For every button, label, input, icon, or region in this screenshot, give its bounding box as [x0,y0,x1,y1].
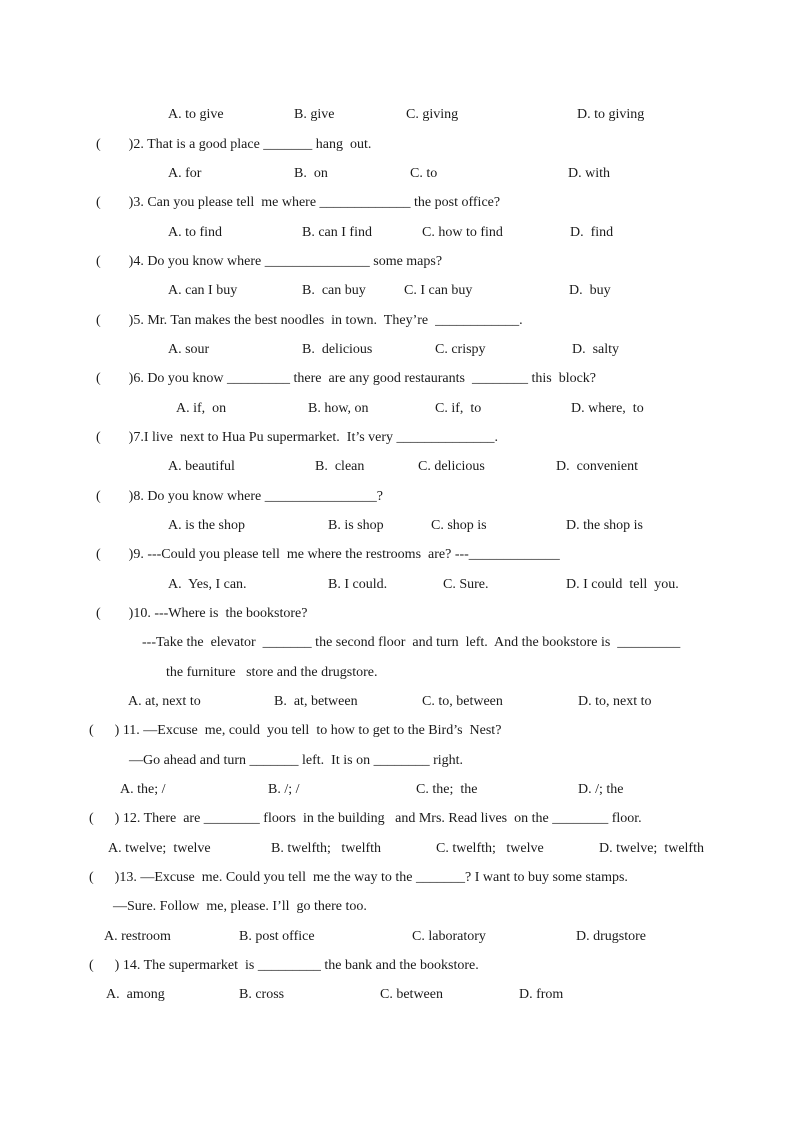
q11-option-d[interactable]: D. /; the [578,782,624,797]
q12-option-a[interactable]: A. twelve; twelve [108,841,211,856]
q4-stem: ( )4. Do you know where _______________ some maps? [96,254,443,269]
q12-stem: ( ) 12. There are ________ floors in the building and Mrs. Read lives on the ________ floor. [89,811,642,826]
q13-stem: ( )13. —Excuse me. Could you tell me the way to the _______? I want to buy some stamps. [89,870,628,885]
q14-option-a[interactable]: A. among [106,987,165,1002]
q3-stem: ( )3. Can you please tell me where _____________ the post office? [96,195,501,210]
q9-option-c[interactable]: C. Sure. [443,577,489,592]
q3-option-a[interactable]: A. to find [168,225,223,240]
q4-option-a[interactable]: A. can I buy [168,283,238,298]
q7-option-d[interactable]: D. convenient [556,459,639,474]
q2-option-b[interactable]: B. on [294,166,328,181]
q5-option-a[interactable]: A. sour [168,342,210,357]
q6-stem: ( )6. Do you know _________ there are any good restaurants ________ this block? [96,371,597,386]
q6-option-b[interactable]: B. how, on [308,401,369,416]
q11-option-c[interactable]: C. the; the [416,782,478,797]
q2-stem: ( )2. That is a good place _______ hang out. [96,137,372,152]
q8-option-b[interactable]: B. is shop [328,518,384,533]
q13-option-c[interactable]: C. laboratory [412,929,486,944]
q8-option-c[interactable]: C. shop is [431,518,487,533]
q11-stem: ( ) 11. —Excuse me, could you tell to how to get to the Bird’s Nest? [89,723,502,738]
q5-option-b[interactable]: B. delicious [302,342,373,357]
q4-option-c[interactable]: C. I can buy [404,283,473,298]
q1-option-a[interactable]: A. to give [168,107,224,122]
q2-option-c[interactable]: C. to [410,166,438,181]
q12-option-d[interactable]: D. twelve; twelfth [599,841,704,856]
q10-dialogue-continuation: the furniture store and the drugstore. [166,665,378,680]
q5-option-d[interactable]: D. salty [572,342,620,357]
q9-option-d[interactable]: D. I could tell you. [566,577,679,592]
q11-dialogue-line: —Go ahead and turn _______ left. It is on ________ right. [129,753,464,768]
q1-option-c[interactable]: C. giving [406,107,459,122]
q10-stem: ( )10. ---Where is the bookstore? [96,606,308,621]
q8-option-a[interactable]: A. is the shop [168,518,245,533]
q14-option-b[interactable]: B. cross [239,987,285,1002]
q12-option-c[interactable]: C. twelfth; twelve [436,841,544,856]
q11-option-a[interactable]: A. the; / [120,782,166,797]
q7-option-b[interactable]: B. clean [315,459,365,474]
q5-stem: ( )5. Mr. Tan makes the best noodles in town. They’re ____________. [96,313,523,328]
q8-option-d[interactable]: D. the shop is [566,518,643,533]
q10-option-a[interactable]: A. at, next to [128,694,201,709]
q13-option-d[interactable]: D. drugstore [576,929,646,944]
q3-option-d[interactable]: D. find [570,225,614,240]
q11-option-b[interactable]: B. /; / [268,782,300,797]
q7-option-c[interactable]: C. delicious [418,459,485,474]
q12-option-b[interactable]: B. twelfth; twelfth [271,841,382,856]
q1-option-b[interactable]: B. give [294,107,335,122]
q3-option-b[interactable]: B. can I find [302,225,372,240]
q1-option-d[interactable]: D. to giving [577,107,645,122]
q10-option-c[interactable]: C. to, between [422,694,503,709]
q13-dialogue-line: —Sure. Follow me, please. I’ll go there too. [113,899,367,914]
q8-stem: ( )8. Do you know where ________________? [96,489,383,504]
q14-option-d[interactable]: D. from [519,987,564,1002]
q9-option-a[interactable]: A. Yes, I can. [168,577,247,592]
q14-option-c[interactable]: C. between [380,987,443,1002]
q10-dialogue-line: ---Take the elevator _______ the second floor and turn left. And the bookstore is _________ [142,635,681,650]
q10-option-d[interactable]: D. to, next to [578,694,652,709]
q7-option-a[interactable]: A. beautiful [168,459,235,474]
q7-stem: ( )7.I live next to Hua Pu supermarket. It’s very ______________. [96,430,499,445]
q3-option-c[interactable]: C. how to find [422,225,503,240]
q4-option-d[interactable]: D. buy [569,283,611,298]
q2-option-d[interactable]: D. with [568,166,610,181]
q14-stem: ( ) 14. The supermarket is _________ the bank and the bookstore. [89,958,479,973]
q6-option-d[interactable]: D. where, to [571,401,644,416]
q5-option-c[interactable]: C. crispy [435,342,486,357]
q10-option-b[interactable]: B. at, between [274,694,358,709]
q6-option-c[interactable]: C. if, to [435,401,482,416]
q6-option-a[interactable]: A. if, on [176,401,227,416]
q9-stem: ( )9. ---Could you please tell me where the restrooms are? ---_____________ [96,547,560,562]
q13-option-b[interactable]: B. post office [239,929,315,944]
q13-option-a[interactable]: A. restroom [104,929,171,944]
q9-option-b[interactable]: B. I could. [328,577,388,592]
q2-option-a[interactable]: A. for [168,166,202,181]
q4-option-b[interactable]: B. can buy [302,283,366,298]
